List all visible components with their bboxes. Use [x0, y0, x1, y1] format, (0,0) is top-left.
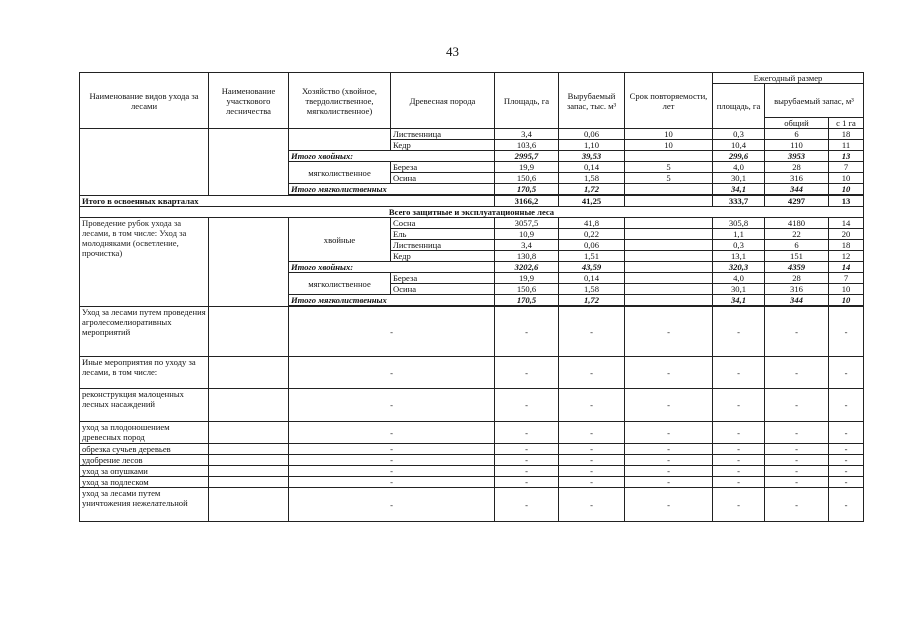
table-row: Кедр 130,8 1,51 13,1 151 12 [80, 251, 864, 262]
table-row: обрезка сучьев деревьев - - - - - - - [80, 444, 864, 455]
table-row: уход за подлеском - - - - - - - [80, 477, 864, 488]
table-row: уход за опушками - - - - - - - [80, 466, 864, 477]
table-row: мягколиственное Береза 19,9 0,14 4,0 28 7 [80, 273, 864, 284]
total-row: Итого в освоенных кварталах 3166,2 41,25 333,7 4297 13 [80, 196, 864, 207]
header-per-ha: с 1 га [829, 118, 864, 129]
header-area: Площадь, га [495, 73, 559, 129]
table-row: Осина 150,6 1,58 30,1 316 10 [80, 284, 864, 295]
header-district: Наименование участкового лесничества [209, 73, 289, 129]
subtotal-row: Итого хвойных: 3202,6 43,59 320,3 4359 14 [80, 262, 864, 273]
thinning-label: Проведение рубок ухода за лесами, в том числе: Уход за молодняками (осветление, прочистка) [80, 218, 209, 307]
subtotal-row: Итого мягколиственных 170,5 1,72 34,1 344 10 [80, 295, 864, 306]
table-row: Лиственница 3,4 0,06 0,3 6 18 [80, 240, 864, 251]
subtotal-row: Итого мягколиственных 170,5 1,72 34,1 344 10 [80, 184, 864, 195]
section-title: Всего защитные и эксплуатационные леса [80, 207, 864, 218]
header-volume: Вырубаемый запас, тыс. м³ [559, 73, 625, 129]
header-species: Древесная порода [391, 73, 495, 129]
forest-care-table [79, 72, 864, 522]
table-row: Осина 150,6 1,58 5 30,1 316 10 [80, 173, 864, 184]
table-row: уход за лесами путем уничтожения нежелательной - - - - - - - [80, 488, 864, 522]
table-row: Проведение рубок ухода за лесами, в том числе: Уход за молодняками (осветление, прочистка) хвойные Сосна 3057,5 41,8 305,8 4180 14 [80, 218, 864, 229]
header-annual-volume: вырубаемый запас, м³ [765, 84, 864, 118]
table-row: Уход за лесами путем проведения агролесомелиоративных мероприятий - - - - - - - [80, 307, 864, 357]
table-row: Иные мероприятия по уходу за лесами, в том числе: - - - - - - - [80, 357, 864, 389]
header-farm: Хозяйство (хвойное, твердолиственное, мягколиственное) [289, 73, 391, 129]
header-annual-area: площадь, га [713, 84, 765, 129]
table-row: удобрение лесов - - - - - - - [80, 455, 864, 466]
table-row: реконструкция малоценных лесных насаждений - - - - - - - [80, 389, 864, 422]
table-row: Ель 10,9 0,22 1,1 22 20 [80, 229, 864, 240]
section-row [80, 207, 864, 218]
table-row: уход за плодоношением древесных пород - - - - - - - [80, 422, 864, 444]
page-number: 43 [446, 44, 459, 59]
subtotal-row: Итого хвойных: 2995,7 39,53 299,6 3953 13 [80, 151, 864, 162]
table-row: Кедр 103,6 1,10 10 10,4 110 11 [80, 140, 864, 151]
header-period: Срок повторяемости, лет [625, 73, 713, 129]
table-row: Лиственница 3,4 0,06 10 0,3 6 18 [80, 129, 864, 140]
header-total: общий [765, 118, 829, 129]
table-row: мягколиственное Береза 19,9 0,14 5 4,0 28 7 [80, 162, 864, 173]
header-type: Наименование видов ухода за лесами [80, 73, 209, 129]
header-annual: Ежегодный размер [713, 73, 864, 84]
